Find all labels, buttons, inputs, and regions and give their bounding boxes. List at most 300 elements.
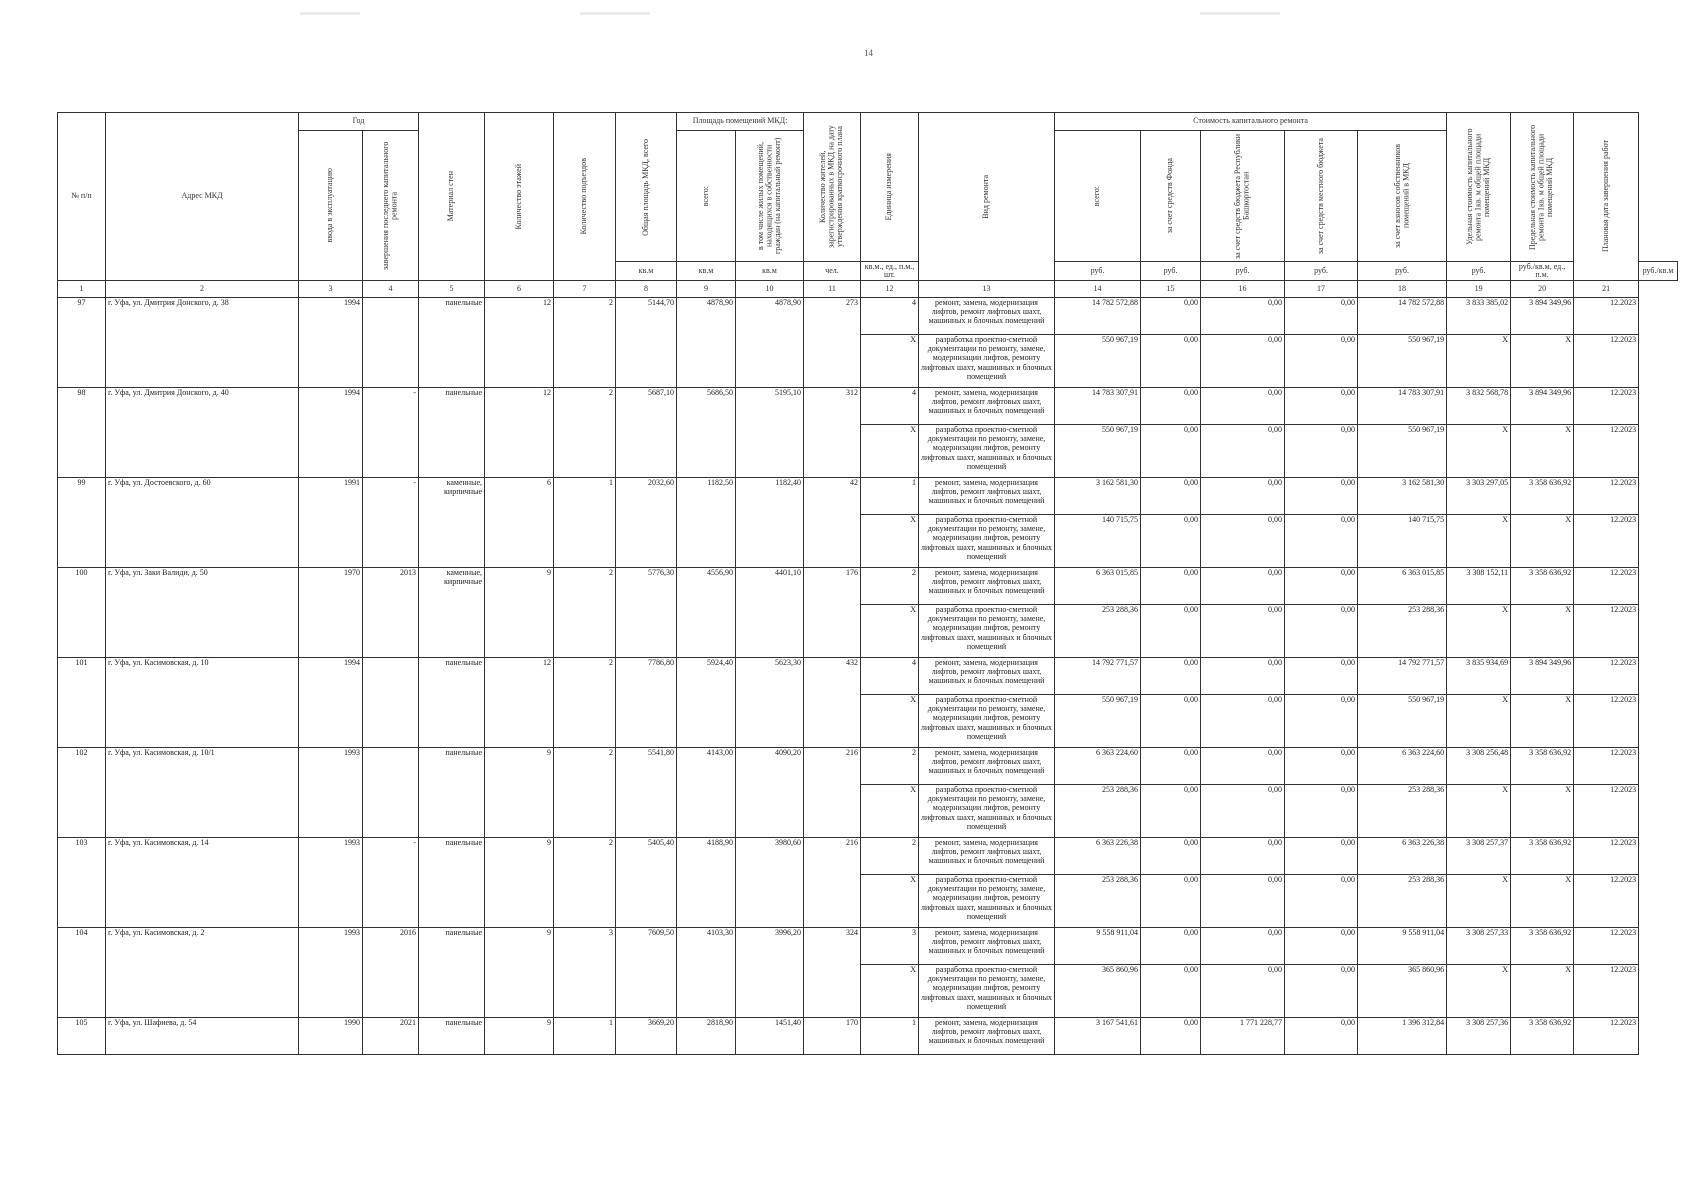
table-header <box>58 113 1678 298</box>
premises-capital-cell: 4090,20 <box>736 748 804 838</box>
work-type-cell: ремонт, замена, модернизация лифтов, ремонт лифтовых шахт, машинных и блочных помещений <box>919 838 1055 875</box>
repair-year-cell: - <box>363 388 419 478</box>
plan-date-cell: 12.2023 <box>1574 568 1639 605</box>
premises-capital-cell: 1451,40 <box>736 1018 804 1055</box>
max-cost-cell: 3 358 636,92 <box>1511 1018 1574 1055</box>
premises-total-cell: 4103,30 <box>677 928 736 1018</box>
unit-cost-cell: 3 308 152,11 <box>1447 568 1511 605</box>
entrances-cell: 2 <box>554 568 616 658</box>
cost-fund-cell: 0,00 <box>1141 875 1201 928</box>
entrances-cell: 3 <box>554 928 616 1018</box>
cost-republic-cell: 0,00 <box>1201 785 1285 838</box>
work-type-cell: разработка проектно-сметной документации по ремонту, замене, модернизации лифтов, ремонту лифтовых шахт, машинных и блочных помещений <box>919 965 1055 1018</box>
cost-fund-cell: 0,00 <box>1141 388 1201 425</box>
cost-local-cell: 0,00 <box>1285 785 1358 838</box>
quantity-cell: X <box>861 335 919 388</box>
table-body <box>58 298 1678 1055</box>
cost-republic-cell: 0,00 <box>1201 695 1285 748</box>
cost-owners-cell: 550 967,19 <box>1358 695 1447 748</box>
max-cost-cell: X <box>1511 965 1574 1018</box>
plan-date-cell: 12.2023 <box>1574 515 1639 568</box>
plan-date-cell: 12.2023 <box>1574 658 1639 695</box>
scan-noise <box>1200 12 1280 15</box>
material-cell: панельные <box>419 928 485 1018</box>
cost-local-cell: 0,00 <box>1285 875 1358 928</box>
premises-capital-cell: 5195,10 <box>736 388 804 478</box>
residents-cell: 176 <box>804 568 861 658</box>
quantity-cell: X <box>861 425 919 478</box>
floors-cell: 9 <box>485 928 554 1018</box>
year-cell: 1991 <box>299 478 363 568</box>
cost-local-cell: 0,00 <box>1285 605 1358 658</box>
cost-local-cell: 0,00 <box>1285 425 1358 478</box>
plan-date-cell: 12.2023 <box>1574 785 1639 838</box>
header-unit: Единица измерения <box>861 113 919 262</box>
cost-fund-cell: 0,00 <box>1141 425 1201 478</box>
premises-capital-cell: 3996,20 <box>736 928 804 1018</box>
plan-date-cell: 12.2023 <box>1574 695 1639 748</box>
premises-total-cell: 5924,40 <box>677 658 736 748</box>
cost-republic-cell: 0,00 <box>1201 515 1285 568</box>
cost-owners-cell: 1 396 312,84 <box>1358 1018 1447 1055</box>
table-row <box>58 388 1678 425</box>
cost-local-cell: 0,00 <box>1285 298 1358 335</box>
header-plan-date: Плановая дата завершения работ <box>1574 113 1639 281</box>
cost-local-cell: 0,00 <box>1285 748 1358 785</box>
repair-year-cell: - <box>363 838 419 928</box>
header-cost-republic: за счет средств бюджета Республики Башкортостан <box>1201 131 1285 262</box>
unit-cost-cell: X <box>1447 605 1511 658</box>
plan-date-cell: 12.2023 <box>1574 928 1639 965</box>
unit-cost-cell: X <box>1447 965 1511 1018</box>
address-cell: г. Уфа, ул. Касимовская, д. 10/1 <box>106 748 299 838</box>
table-row <box>58 568 1678 605</box>
cost-fund-cell: 0,00 <box>1141 605 1201 658</box>
work-type-cell: ремонт, замена, модернизация лифтов, ремонт лифтовых шахт, машинных и блочных помещений <box>919 1018 1055 1055</box>
cost-republic-cell: 0,00 <box>1201 748 1285 785</box>
cost-republic-cell: 0,00 <box>1201 478 1285 515</box>
address-cell: г. Уфа, ул. Касимовская, д. 14 <box>106 838 299 928</box>
plan-date-cell: 12.2023 <box>1574 298 1639 335</box>
unit-cost-cell: 3 308 256,48 <box>1447 748 1511 785</box>
cost-fund-cell: 0,00 <box>1141 928 1201 965</box>
unit-cost-cell: 3 832 568,78 <box>1447 388 1511 425</box>
material-cell: панельные <box>419 388 485 478</box>
repair-year-cell <box>363 748 419 838</box>
max-cost-cell: 3 894 349,96 <box>1511 388 1574 425</box>
premises-total-cell: 1182,50 <box>677 478 736 568</box>
header-year-commission: ввода в эксплуатацию <box>299 131 363 281</box>
cost-total-cell: 550 967,19 <box>1055 425 1141 478</box>
row-number: 100 <box>58 568 106 658</box>
cost-republic-cell: 0,00 <box>1201 838 1285 875</box>
row-number: 99 <box>58 478 106 568</box>
unit-cost-cell: X <box>1447 785 1511 838</box>
cost-local-cell: 0,00 <box>1285 1018 1358 1055</box>
entrances-cell: 1 <box>554 478 616 568</box>
cost-total-cell: 6 363 226,38 <box>1055 838 1141 875</box>
header-cost-fund: за счет средств Фонда <box>1141 131 1201 262</box>
premises-total-cell: 4188,90 <box>677 838 736 928</box>
year-cell: 1994 <box>299 298 363 388</box>
cost-total-cell: 550 967,19 <box>1055 335 1141 388</box>
row-number: 101 <box>58 658 106 748</box>
plan-date-cell: 12.2023 <box>1574 388 1639 425</box>
quantity-cell: X <box>861 515 919 568</box>
cost-total-cell: 6 363 224,60 <box>1055 748 1141 785</box>
header-cost-owners: за счет взносов собственников помещений в МКД <box>1358 131 1447 262</box>
material-cell: каменные, кирпичные <box>419 568 485 658</box>
work-type-cell: разработка проектно-сметной документации по ремонту, замене, модернизации лифтов, ремонту лифтовых шахт, машинных и блочных помещений <box>919 335 1055 388</box>
material-cell: панельные <box>419 838 485 928</box>
cost-republic-cell: 0,00 <box>1201 875 1285 928</box>
year-cell: 1993 <box>299 928 363 1018</box>
cost-fund-cell: 0,00 <box>1141 1018 1201 1055</box>
repair-year-cell <box>363 298 419 388</box>
cost-republic-cell: 1 771 228,77 <box>1201 1018 1285 1055</box>
cost-owners-cell: 6 363 015,85 <box>1358 568 1447 605</box>
page-number: 14 <box>864 48 873 58</box>
table-row <box>58 838 1678 875</box>
header-year-group: Год <box>299 113 419 131</box>
plan-date-cell: 12.2023 <box>1574 748 1639 785</box>
premises-capital-cell: 4401,10 <box>736 568 804 658</box>
max-cost-cell: X <box>1511 695 1574 748</box>
total-area-cell: 5405,40 <box>616 838 677 928</box>
premises-capital-cell: 5623,30 <box>736 658 804 748</box>
premises-total-cell: 4878,90 <box>677 298 736 388</box>
floors-cell: 6 <box>485 478 554 568</box>
cost-fund-cell: 0,00 <box>1141 568 1201 605</box>
total-area-cell: 2032,60 <box>616 478 677 568</box>
header-unit-cost: Удельная стоимость капитального ремонта 1кв. м общей площади помещений МКД <box>1447 113 1511 262</box>
unit-cost-cell: X <box>1447 515 1511 568</box>
header-cost-group: Стоимость капитального ремонта <box>1055 113 1447 131</box>
work-type-cell: ремонт, замена, модернизация лифтов, ремонт лифтовых шахт, машинных и блочных помещений <box>919 298 1055 335</box>
row-number: 97 <box>58 298 106 388</box>
cost-republic-cell: 0,00 <box>1201 425 1285 478</box>
header-premises-total: всего: <box>677 131 736 262</box>
total-area-cell: 5776,30 <box>616 568 677 658</box>
max-cost-cell: X <box>1511 425 1574 478</box>
quantity-cell: 4 <box>861 298 919 335</box>
address-cell: г. Уфа, ул. Шафиева, д. 54 <box>106 1018 299 1055</box>
cost-owners-cell: 365 860,96 <box>1358 965 1447 1018</box>
year-cell: 1990 <box>299 1018 363 1055</box>
address-cell: г. Уфа, ул. Касимовская, д. 10 <box>106 658 299 748</box>
quantity-cell: 4 <box>861 388 919 425</box>
cost-owners-cell: 14 792 771,57 <box>1358 658 1447 695</box>
cost-owners-cell: 253 288,36 <box>1358 875 1447 928</box>
unit-cost-cell: X <box>1447 335 1511 388</box>
work-type-cell: разработка проектно-сметной документации по ремонту, замене, модернизации лифтов, ремонту лифтовых шахт, машинных и блочных помещений <box>919 605 1055 658</box>
cost-local-cell: 0,00 <box>1285 838 1358 875</box>
max-cost-cell: 3 894 349,96 <box>1511 298 1574 335</box>
cost-owners-cell: 3 162 581,30 <box>1358 478 1447 515</box>
year-cell: 1994 <box>299 388 363 478</box>
header-cost-local: за счет средств местного бюджета <box>1285 131 1358 262</box>
quantity-cell: 3 <box>861 928 919 965</box>
row-number: 104 <box>58 928 106 1018</box>
cost-total-cell: 365 860,96 <box>1055 965 1141 1018</box>
floors-cell: 9 <box>485 838 554 928</box>
cost-owners-cell: 253 288,36 <box>1358 605 1447 658</box>
header-num: № п/п <box>58 113 106 281</box>
work-type-cell: разработка проектно-сметной документации по ремонту, замене, модернизации лифтов, ремонту лифтовых шахт, машинных и блочных помещений <box>919 785 1055 838</box>
work-type-cell: ремонт, замена, модернизация лифтов, ремонт лифтовых шахт, машинных и блочных помещений <box>919 568 1055 605</box>
header-total-area: Общая площадь МКД, всего <box>616 113 677 262</box>
cost-total-cell: 253 288,36 <box>1055 875 1141 928</box>
cost-total-cell: 3 167 541,61 <box>1055 1018 1141 1055</box>
floors-cell: 12 <box>485 298 554 388</box>
repair-year-cell: 2016 <box>363 928 419 1018</box>
cost-republic-cell: 0,00 <box>1201 965 1285 1018</box>
cost-fund-cell: 0,00 <box>1141 695 1201 748</box>
quantity-cell: 1 <box>861 1018 919 1055</box>
table-row <box>58 658 1678 695</box>
row-number: 102 <box>58 748 106 838</box>
table-row <box>58 928 1678 965</box>
premises-capital-cell: 3980,60 <box>736 838 804 928</box>
quantity-cell: X <box>861 605 919 658</box>
max-cost-cell: X <box>1511 515 1574 568</box>
scan-noise <box>300 12 360 15</box>
cost-total-cell: 6 363 015,85 <box>1055 568 1141 605</box>
plan-date-cell: 12.2023 <box>1574 838 1639 875</box>
repair-register-table <box>57 112 1678 1055</box>
header-premises-capital: в том числе жилых помещений, находящихся в собственности граждан (на капитальный ремонт) <box>736 131 804 262</box>
column-numbers-row: 1 2 3 4 5 6 7 8 9 10 11 12 13 14 15 16 17 18 19 20 21 <box>58 281 1678 298</box>
residents-cell: 42 <box>804 478 861 568</box>
header-premises-group: Площадь помещений МКД: <box>677 113 804 131</box>
premises-total-cell: 2818,90 <box>677 1018 736 1055</box>
header-work-type: Вид ремонта <box>919 113 1055 281</box>
cost-owners-cell: 9 558 911,04 <box>1358 928 1447 965</box>
plan-date-cell: 12.2023 <box>1574 1018 1639 1055</box>
residents-cell: 312 <box>804 388 861 478</box>
max-cost-cell: X <box>1511 785 1574 838</box>
quantity-cell: 2 <box>861 748 919 785</box>
address-cell: г. Уфа, ул. Дмитрия Донского, д. 40 <box>106 388 299 478</box>
work-type-cell: ремонт, замена, модернизация лифтов, ремонт лифтовых шахт, машинных и блочных помещений <box>919 478 1055 515</box>
max-cost-cell: 3 358 636,92 <box>1511 568 1574 605</box>
total-area-cell: 5687,10 <box>616 388 677 478</box>
header-address: Адрес МКД <box>106 113 299 281</box>
premises-total-cell: 4143,00 <box>677 748 736 838</box>
residents-cell: 170 <box>804 1018 861 1055</box>
residents-cell: 216 <box>804 838 861 928</box>
quantity-cell: X <box>861 875 919 928</box>
repair-year-cell: 2013 <box>363 568 419 658</box>
cost-local-cell: 0,00 <box>1285 568 1358 605</box>
premises-capital-cell: 1182,40 <box>736 478 804 568</box>
material-cell: каменные, кирпичные <box>419 478 485 568</box>
floors-cell: 12 <box>485 388 554 478</box>
cost-fund-cell: 0,00 <box>1141 748 1201 785</box>
max-cost-cell: 3 358 636,92 <box>1511 748 1574 785</box>
plan-date-cell: 12.2023 <box>1574 335 1639 388</box>
quantity-cell: X <box>861 785 919 838</box>
address-cell: г. Уфа, ул. Дмитрия Донского, д. 38 <box>106 298 299 388</box>
cost-total-cell: 253 288,36 <box>1055 785 1141 838</box>
cost-fund-cell: 0,00 <box>1141 515 1201 568</box>
cost-republic-cell: 0,00 <box>1201 658 1285 695</box>
cost-local-cell: 0,00 <box>1285 335 1358 388</box>
cost-owners-cell: 253 288,36 <box>1358 785 1447 838</box>
work-type-cell: разработка проектно-сметной документации по ремонту, замене, модернизации лифтов, ремонту лифтовых шахт, машинных и блочных помещений <box>919 875 1055 928</box>
repair-year-cell <box>363 658 419 748</box>
cost-fund-cell: 0,00 <box>1141 335 1201 388</box>
unit-cost-cell: 3 835 934,69 <box>1447 658 1511 695</box>
entrances-cell: 2 <box>554 658 616 748</box>
cost-fund-cell: 0,00 <box>1141 658 1201 695</box>
cost-owners-cell: 140 715,75 <box>1358 515 1447 568</box>
cost-owners-cell: 14 783 307,91 <box>1358 388 1447 425</box>
max-cost-cell: 3 358 636,92 <box>1511 838 1574 875</box>
unit-cost-cell: 3 308 257,36 <box>1447 1018 1511 1055</box>
quantity-cell: X <box>861 695 919 748</box>
repair-year-cell: - <box>363 478 419 568</box>
header-max-cost: Предельная стоимость капитального ремонта 1кв. м общей площади помещений МКД <box>1511 113 1574 262</box>
max-cost-cell: 3 358 636,92 <box>1511 478 1574 515</box>
table-row <box>58 1018 1678 1055</box>
floors-cell: 9 <box>485 748 554 838</box>
quantity-cell: 2 <box>861 568 919 605</box>
work-type-cell: ремонт, замена, модернизация лифтов, ремонт лифтовых шахт, машинных и блочных помещений <box>919 388 1055 425</box>
unit-cost-cell: 3 308 257,33 <box>1447 928 1511 965</box>
plan-date-cell: 12.2023 <box>1574 605 1639 658</box>
address-cell: г. Уфа, ул. Заки Валиди, д. 50 <box>106 568 299 658</box>
year-cell: 1993 <box>299 748 363 838</box>
cost-local-cell: 0,00 <box>1285 695 1358 748</box>
address-cell: г. Уфа, ул. Достоевского, д. 60 <box>106 478 299 568</box>
register-sheet <box>57 112 1678 1055</box>
header-year-last-repair: завершения последнего капитального ремонта <box>363 131 419 281</box>
row-number: 103 <box>58 838 106 928</box>
cost-owners-cell: 6 363 224,60 <box>1358 748 1447 785</box>
work-type-cell: ремонт, замена, модернизация лифтов, ремонт лифтовых шахт, машинных и блочных помещений <box>919 658 1055 695</box>
floors-cell: 9 <box>485 568 554 658</box>
entrances-cell: 1 <box>554 1018 616 1055</box>
max-cost-cell: 3 894 349,96 <box>1511 658 1574 695</box>
cost-total-cell: 14 783 307,91 <box>1055 388 1141 425</box>
cost-owners-cell: 6 363 226,38 <box>1358 838 1447 875</box>
unit-cost-cell: X <box>1447 425 1511 478</box>
header-entrances: Количество подъездов <box>554 113 616 281</box>
cost-total-cell: 140 715,75 <box>1055 515 1141 568</box>
work-type-cell: разработка проектно-сметной документации по ремонту, замене, модернизации лифтов, ремонту лифтовых шахт, машинных и блочных помещений <box>919 515 1055 568</box>
quantity-cell: 2 <box>861 838 919 875</box>
material-cell: панельные <box>419 748 485 838</box>
unit-cost-cell: X <box>1447 875 1511 928</box>
cost-republic-cell: 0,00 <box>1201 928 1285 965</box>
cost-republic-cell: 0,00 <box>1201 568 1285 605</box>
cost-total-cell: 14 792 771,57 <box>1055 658 1141 695</box>
unit-cost-cell: 3 308 257,37 <box>1447 838 1511 875</box>
material-cell: панельные <box>419 298 485 388</box>
max-cost-cell: X <box>1511 335 1574 388</box>
cost-total-cell: 9 558 911,04 <box>1055 928 1141 965</box>
cost-local-cell: 0,00 <box>1285 965 1358 1018</box>
residents-cell: 273 <box>804 298 861 388</box>
cost-fund-cell: 0,00 <box>1141 965 1201 1018</box>
material-cell: панельные <box>419 658 485 748</box>
cost-total-cell: 550 967,19 <box>1055 695 1141 748</box>
cost-owners-cell: 550 967,19 <box>1358 425 1447 478</box>
quantity-cell: 4 <box>861 658 919 695</box>
material-cell: панельные <box>419 1018 485 1055</box>
residents-cell: 324 <box>804 928 861 1018</box>
total-area-cell: 5144,70 <box>616 298 677 388</box>
header-wall-material: Материал стен <box>419 113 485 281</box>
quantity-cell: X <box>861 965 919 1018</box>
plan-date-cell: 12.2023 <box>1574 965 1639 1018</box>
entrances-cell: 2 <box>554 748 616 838</box>
plan-date-cell: 12.2023 <box>1574 478 1639 515</box>
residents-cell: 432 <box>804 658 861 748</box>
year-cell: 1970 <box>299 568 363 658</box>
premises-total-cell: 4556,90 <box>677 568 736 658</box>
entrances-cell: 2 <box>554 388 616 478</box>
unit-cost-cell: 3 303 297,05 <box>1447 478 1511 515</box>
cost-republic-cell: 0,00 <box>1201 605 1285 658</box>
units-row: кв.м кв.м кв.м чел. кв.м., ед., п.м., шт. руб. руб. руб. руб. руб. руб. руб./кв.м, ед., п.м. руб./кв.м <box>58 262 1678 281</box>
cost-fund-cell: 0,00 <box>1141 478 1201 515</box>
max-cost-cell: 3 358 636,92 <box>1511 928 1574 965</box>
floors-cell: 12 <box>485 658 554 748</box>
work-type-cell: разработка проектно-сметной документации по ремонту, замене, модернизации лифтов, ремонту лифтовых шахт, машинных и блочных помещений <box>919 425 1055 478</box>
table-row <box>58 748 1678 785</box>
year-cell: 1994 <box>299 658 363 748</box>
table-row <box>58 478 1678 515</box>
header-cost-total: всего: <box>1055 131 1141 262</box>
total-area-cell: 3669,20 <box>616 1018 677 1055</box>
year-cell: 1993 <box>299 838 363 928</box>
total-area-cell: 5541,80 <box>616 748 677 838</box>
premises-capital-cell: 4878,90 <box>736 298 804 388</box>
cost-owners-cell: 14 782 572,88 <box>1358 298 1447 335</box>
table-row <box>58 298 1678 335</box>
cost-fund-cell: 0,00 <box>1141 785 1201 838</box>
total-area-cell: 7786,80 <box>616 658 677 748</box>
header-residents: Количество жителей, зарегистрированных в МКД на дату утверждения краткосрочного плана <box>804 113 861 262</box>
header-floors: Количество этажей <box>485 113 554 281</box>
cost-local-cell: 0,00 <box>1285 928 1358 965</box>
premises-total-cell: 5686,50 <box>677 388 736 478</box>
cost-fund-cell: 0,00 <box>1141 298 1201 335</box>
cost-local-cell: 0,00 <box>1285 478 1358 515</box>
cost-republic-cell: 0,00 <box>1201 298 1285 335</box>
cost-total-cell: 3 162 581,30 <box>1055 478 1141 515</box>
unit-cost-cell: 3 833 385,02 <box>1447 298 1511 335</box>
cost-local-cell: 0,00 <box>1285 658 1358 695</box>
row-number: 105 <box>58 1018 106 1055</box>
quantity-cell: 1 <box>861 478 919 515</box>
cost-republic-cell: 0,00 <box>1201 388 1285 425</box>
unit-cost-cell: X <box>1447 695 1511 748</box>
cost-owners-cell: 550 967,19 <box>1358 335 1447 388</box>
work-type-cell: разработка проектно-сметной документации по ремонту, замене, модернизации лифтов, ремонту лифтовых шахт, машинных и блочных помещений <box>919 695 1055 748</box>
cost-republic-cell: 0,00 <box>1201 335 1285 388</box>
entrances-cell: 2 <box>554 838 616 928</box>
work-type-cell: ремонт, замена, модернизация лифтов, ремонт лифтовых шахт, машинных и блочных помещений <box>919 928 1055 965</box>
scan-noise <box>580 12 650 15</box>
total-area-cell: 7609,50 <box>616 928 677 1018</box>
plan-date-cell: 12.2023 <box>1574 425 1639 478</box>
row-number: 98 <box>58 388 106 478</box>
max-cost-cell: X <box>1511 605 1574 658</box>
work-type-cell: ремонт, замена, модернизация лифтов, ремонт лифтовых шахт, машинных и блочных помещений <box>919 748 1055 785</box>
